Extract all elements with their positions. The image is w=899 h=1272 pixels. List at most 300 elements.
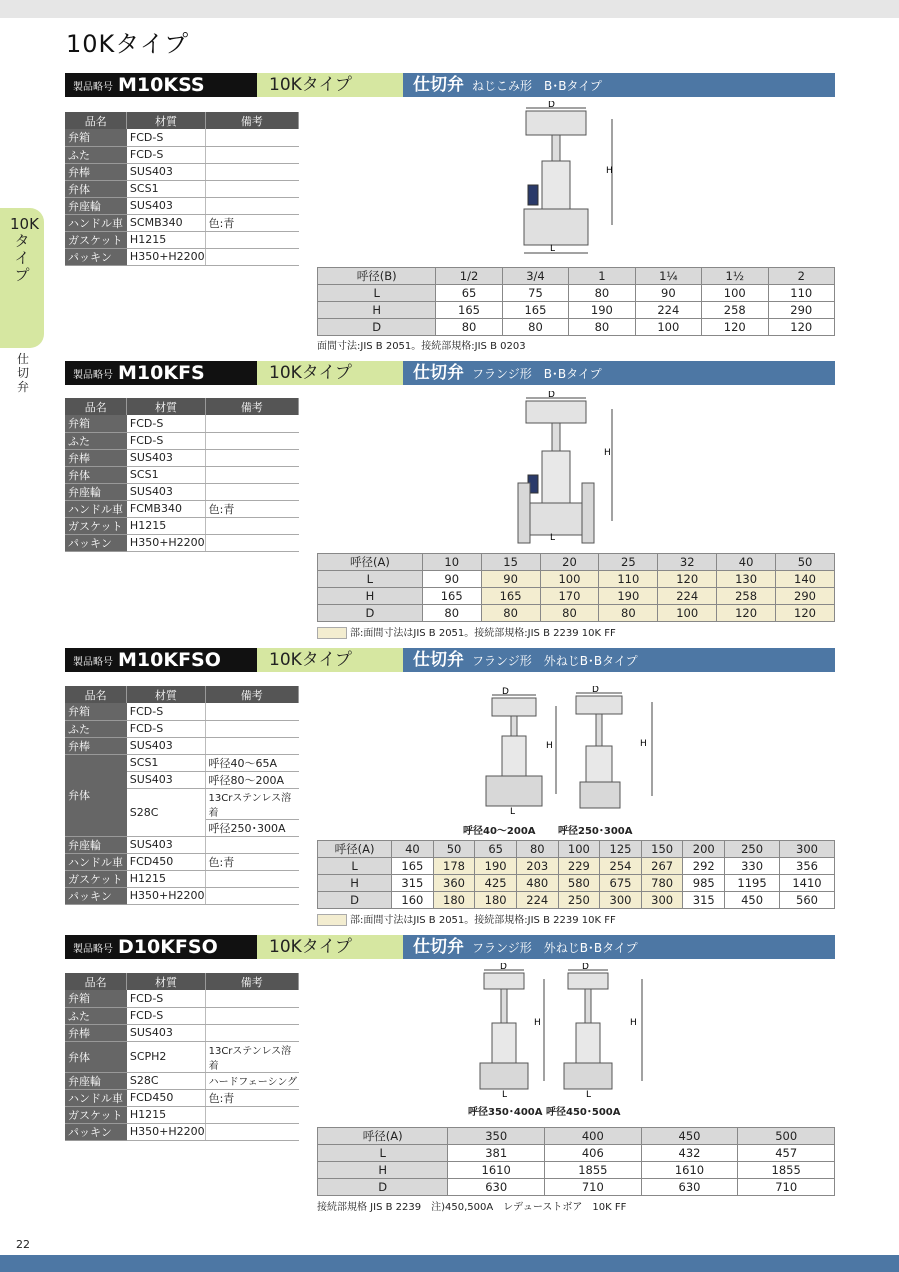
table-row [65,1007,299,1024]
dim-value: 1410 [780,875,835,892]
material: FCD450 [127,853,205,870]
table-row [65,720,299,737]
dimension-table [317,267,835,336]
part-name: ハンドル車 [65,1089,127,1106]
part-name: 弁棒 [65,163,127,180]
part-name: ガスケット [65,231,127,248]
table-row [65,534,299,551]
model-code: D10KFSO [118,936,218,958]
valve-name: 仕切弁 [413,937,464,957]
dim-label-l: L [586,1090,592,1098]
col-header-material: 材質 [127,112,205,129]
table-row [65,836,299,853]
drawing-caption: 呼径350･400A [468,1107,543,1118]
dim-value: 90 [422,571,481,588]
remarks [205,737,298,754]
dim-value: 710 [738,1179,835,1196]
table-row [65,754,299,771]
dim-value: 140 [776,571,835,588]
dim-label-l: L [550,533,556,543]
dim-size-header: 3/4 [502,268,568,285]
table-row [65,1024,299,1041]
dim-value: 630 [448,1179,545,1196]
drawing-caption: 呼径250･300A [558,826,633,837]
dim-size-header: 50 [433,841,475,858]
material: H1215 [127,517,205,534]
dim-value: 203 [516,858,558,875]
dim-value: 110 [768,285,835,302]
section-header [65,361,835,385]
material: FCD-S [127,432,205,449]
table-row [318,588,835,605]
table-row [318,1145,835,1162]
table-row [65,231,299,248]
material: H350+H2200 [127,248,205,265]
dim-row-label: D [318,892,392,909]
dim-size-header: 32 [658,554,717,571]
dim-label-d: D [500,963,507,972]
dim-value: 290 [776,588,835,605]
type-label: 10Kタイプ [257,73,403,97]
col-header-part: 品名 [65,398,127,415]
dim-value: 170 [540,588,599,605]
remarks: 13Crステンレス溶着 [205,1041,298,1072]
dim-value: 120 [776,605,835,622]
table-row [318,858,835,875]
material: SUS403 [127,163,205,180]
dim-size-header: 125 [600,841,642,858]
dim-value: 300 [641,892,683,909]
part-name: パッキン [65,248,127,265]
part-name: 弁箱 [65,129,127,146]
material: SCMB340 [127,214,205,231]
dim-row-label: L [318,1145,448,1162]
dim-value: 630 [641,1179,738,1196]
remarks [205,415,298,432]
drawing-caption: 呼径40～200A [463,826,536,837]
dim-header-row [318,841,835,858]
dim-value: 432 [641,1145,738,1162]
part-name: ふた [65,1007,127,1024]
valve-title [403,361,835,385]
dim-row-label: H [318,588,423,605]
dim-size-header: 40 [717,554,776,571]
dim-value: 178 [433,858,475,875]
table-row [65,248,299,265]
table-row [65,483,299,500]
table-row [65,703,299,720]
model-label: 製品略号 [73,369,113,381]
dim-value: 65 [436,285,502,302]
part-name: 弁座輪 [65,483,127,500]
material: SUS403 [127,197,205,214]
col-header-remarks: 備考 [205,686,298,703]
part-name: ガスケット [65,517,127,534]
valve-name: 仕切弁 [413,650,464,670]
model-label: 製品略号 [73,943,113,955]
dimension-table [317,1127,835,1196]
valve-subtitle: フランジ形 B･Bタイプ [472,367,602,381]
dim-label-h: H [604,448,611,458]
dim-value: 165 [422,588,481,605]
dim-size-header: 50 [776,554,835,571]
part-name: 弁箱 [65,703,127,720]
remarks [205,129,298,146]
remarks: 色:青 [205,214,298,231]
col-header-material: 材質 [127,686,205,703]
dim-row-label: H [318,875,392,892]
valve-drawing-screwed [500,101,650,261]
dim-value: 165 [502,302,568,319]
col-header-remarks: 備考 [205,398,298,415]
table-row [65,517,299,534]
dim-value: 190 [475,858,517,875]
dim-value: 80 [481,605,540,622]
dim-size-header: 100 [558,841,600,858]
dim-value: 80 [540,605,599,622]
dim-label-h: H [534,1018,541,1028]
table-row [65,887,299,904]
table-row [65,466,299,483]
table-note: 面間寸法:JIS B 2051。接続部規格:JIS B 0203 [317,341,526,352]
valve-title [403,935,835,959]
model-block [65,648,257,672]
dim-value: 80 [502,319,568,336]
dim-value: 315 [683,892,725,909]
dim-value: 80 [569,319,635,336]
material: H1215 [127,1106,205,1123]
material: H1215 [127,231,205,248]
part-name: ハンドル車 [65,500,127,517]
section-header [65,73,835,97]
valve-name: 仕切弁 [413,363,464,383]
part-name: 弁棒 [65,1024,127,1041]
model-block [65,73,257,97]
dim-size-header: 10 [422,554,481,571]
remarks [205,836,298,853]
remarks [205,1106,298,1123]
remarks [205,483,298,500]
part-name: 弁体 [65,466,127,483]
remarks: 色:青 [205,853,298,870]
dim-value: 80 [422,605,481,622]
dim-size-header: 250 [725,841,780,858]
dim-value: 450 [725,892,780,909]
material: FCD-S [127,720,205,737]
dim-header-label: 呼径(A) [318,554,423,571]
dim-size-header: 25 [599,554,658,571]
highlight-swatch [317,627,347,639]
dim-value: 110 [599,571,658,588]
type-label: 10Kタイプ [257,935,403,959]
dim-value: 480 [516,875,558,892]
dim-row-label: L [318,571,423,588]
table-row [65,1106,299,1123]
part-name: ガスケット [65,870,127,887]
dim-value: 254 [600,858,642,875]
dim-label-d: D [502,687,509,697]
dim-header-row [318,554,835,571]
col-header-remarks: 備考 [205,973,298,990]
dim-row-label: D [318,1179,448,1196]
part-name: ふた [65,432,127,449]
table-row [65,990,299,1007]
remarks: 13Crステンレス溶着 [205,788,298,819]
table-row [318,1179,835,1196]
material: SCS1 [127,754,205,771]
part-name: パッキン [65,534,127,551]
remarks [205,870,298,887]
remarks: 呼径40～65A [205,754,298,771]
model-code: M10KSS [118,74,205,96]
dim-label-d: D [548,101,555,110]
dim-value: 165 [481,588,540,605]
dim-value: 258 [717,588,776,605]
material: SUS403 [127,449,205,466]
table-row [65,180,299,197]
col-header-remarks: 備考 [205,112,298,129]
dim-value: 580 [558,875,600,892]
remarks: 色:青 [205,500,298,517]
dim-size-header: 15 [481,554,540,571]
table-note [317,911,616,926]
table-row [65,129,299,146]
material: SCS1 [127,466,205,483]
col-header-part: 品名 [65,973,127,990]
dim-value: 100 [540,571,599,588]
table-row [65,146,299,163]
valve-drawing-large [470,963,650,1098]
dim-header-row [318,268,835,285]
dim-value: 90 [481,571,540,588]
dim-size-header: 150 [641,841,683,858]
page-title: 10Kタイプ [66,30,190,58]
col-header-material: 材質 [127,973,205,990]
part-name: 弁棒 [65,737,127,754]
material-table [65,686,299,905]
dim-value: 190 [569,302,635,319]
dim-value: 560 [780,892,835,909]
dim-value: 80 [569,285,635,302]
part-name: 弁体 [65,1041,127,1072]
dim-value: 710 [545,1179,642,1196]
model-code: M10KFSO [118,649,221,671]
remarks [205,517,298,534]
remarks [205,1024,298,1041]
material: FCD-S [127,146,205,163]
table-note [317,624,616,639]
dim-value: 1195 [725,875,780,892]
dim-size-header: 500 [738,1128,835,1145]
top-bar [0,0,899,18]
section-header [65,648,835,672]
dim-size-header: 20 [540,554,599,571]
dim-value: 1610 [641,1162,738,1179]
col-header-part: 品名 [65,686,127,703]
table-row [65,853,299,870]
dim-value: 406 [545,1145,642,1162]
material: SUS403 [127,836,205,853]
table-row [318,302,835,319]
dim-value: 180 [475,892,517,909]
material: SUS403 [127,771,205,788]
remarks [205,197,298,214]
dim-value: 1855 [545,1162,642,1179]
remarks: 色:青 [205,1089,298,1106]
dim-value: 120 [702,319,768,336]
material: FCD450 [127,1089,205,1106]
material: FCD-S [127,129,205,146]
part-name: 弁箱 [65,990,127,1007]
dim-label-h: H [640,739,647,749]
valve-subtitle: フランジ形 外ねじB･Bタイプ [472,941,638,955]
remarks [205,534,298,551]
dim-size-header: 300 [780,841,835,858]
dim-row-label: L [318,285,436,302]
dim-size-header: 1 [569,268,635,285]
dim-value: 292 [683,858,725,875]
note-text: 部:面間寸法はJIS B 2051。接続部規格:JIS B 2239 10K FF [350,915,616,926]
drawing-caption: 呼径450･500A [546,1107,621,1118]
table-row [65,163,299,180]
table-row [65,1123,299,1140]
part-name: パッキン [65,887,127,904]
material: FCD-S [127,703,205,720]
dim-label-d: D [582,963,589,972]
valve-name: 仕切弁 [413,75,464,95]
dim-value: 165 [392,858,434,875]
dim-value: 180 [433,892,475,909]
dim-value: 100 [702,285,768,302]
dim-value: 80 [436,319,502,336]
remarks [205,248,298,265]
material-table [65,973,299,1141]
valve-subtitle: ねじこみ形 B･Bタイプ [472,79,602,93]
dim-row-label: D [318,605,423,622]
remarks: 呼径80～200A [205,771,298,788]
dim-value: 675 [600,875,642,892]
dim-value: 381 [448,1145,545,1162]
dim-value: 985 [683,875,725,892]
dim-size-header: 80 [516,841,558,858]
dim-value: 425 [475,875,517,892]
valve-drawing-outside-screw [480,686,670,816]
dim-row-label: L [318,858,392,875]
dim-size-header: 2 [768,268,835,285]
dim-value: 250 [558,892,600,909]
dim-value: 120 [768,319,835,336]
table-row [318,875,835,892]
table-row [65,1041,299,1072]
dim-row-label: D [318,319,436,336]
model-label: 製品略号 [73,81,113,93]
table-row [65,1089,299,1106]
dim-value: 190 [599,588,658,605]
dim-label-l: L [510,807,516,816]
dim-value: 300 [600,892,642,909]
remarks: ハードフェーシング [205,1072,298,1089]
table-row [318,285,835,302]
side-subtitle: 仕切弁 [16,352,29,394]
dim-label-h: H [546,741,553,751]
remarks [205,1007,298,1024]
remarks [205,180,298,197]
dim-header-row [318,1128,835,1145]
type-label: 10Kタイプ [257,361,403,385]
type-label: 10Kタイプ [257,648,403,672]
material: SCPH2 [127,1041,205,1072]
remarks [205,432,298,449]
dim-value: 315 [392,875,434,892]
table-row [65,737,299,754]
part-name: 弁体 [65,180,127,197]
remarks [205,887,298,904]
dim-value: 160 [392,892,434,909]
remarks [205,146,298,163]
dim-label-d: D [548,391,555,400]
dim-value: 258 [702,302,768,319]
dim-row-label: H [318,302,436,319]
dim-value: 330 [725,858,780,875]
model-block [65,361,257,385]
dim-size-header: 1/2 [436,268,502,285]
remarks: 呼径250･300A [205,819,298,836]
table-row [318,1162,835,1179]
material: FCD-S [127,415,205,432]
table-row [65,1072,299,1089]
dim-size-header: 65 [475,841,517,858]
dim-value: 224 [635,302,701,319]
part-name: ガスケット [65,1106,127,1123]
material: S28C [127,1072,205,1089]
table-note: 接続部規格 JIS B 2239 注)450,500A レデューストボア 10K FF [317,1202,627,1213]
material: FCD-S [127,990,205,1007]
remarks [205,990,298,1007]
part-name: 弁座輪 [65,836,127,853]
dim-value: 780 [641,875,683,892]
part-name: ハンドル車 [65,853,127,870]
dim-value: 229 [558,858,600,875]
table-row [65,500,299,517]
material: S28C [127,788,205,836]
material: FCD-S [127,1007,205,1024]
model-code: M10KFS [118,362,205,384]
dim-size-header: 1¼ [635,268,701,285]
dim-header-label: 呼径(B) [318,268,436,285]
col-header-material: 材質 [127,398,205,415]
remarks [205,449,298,466]
page-number: 22 [16,1238,30,1251]
table-row [65,415,299,432]
highlight-swatch [317,914,347,926]
part-name: 弁箱 [65,415,127,432]
dim-value: 130 [717,571,776,588]
dim-value: 100 [658,605,717,622]
dimension-table [317,553,835,622]
table-row [318,319,835,336]
part-name: パッキン [65,1123,127,1140]
table-row [65,214,299,231]
remarks [205,1123,298,1140]
bottom-bar [0,1255,899,1272]
dim-value: 120 [658,571,717,588]
table-row [65,449,299,466]
dim-value: 100 [635,319,701,336]
dim-value: 224 [658,588,717,605]
table-row [65,432,299,449]
dim-value: 90 [635,285,701,302]
material: H350+H2200 [127,1123,205,1140]
